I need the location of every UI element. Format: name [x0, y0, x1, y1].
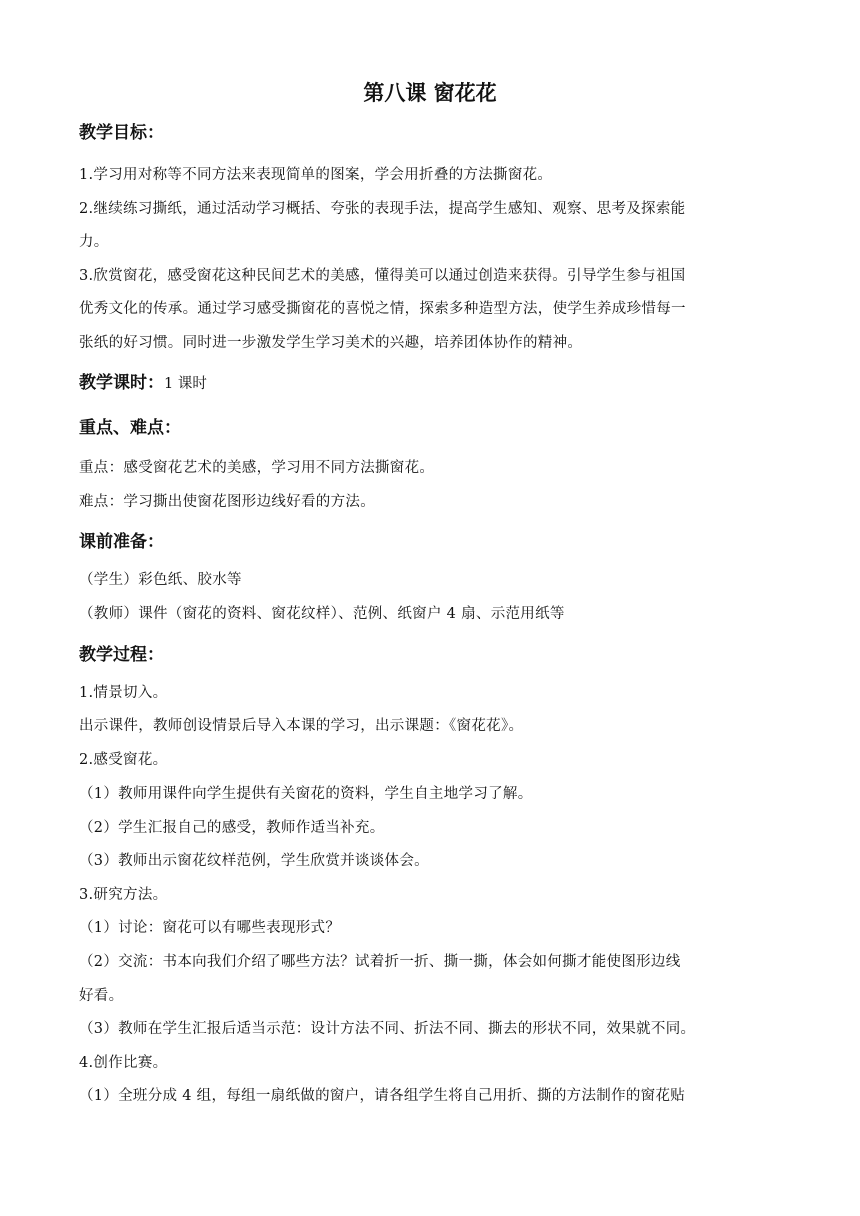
- process-line: （1）教师用课件向学生提供有关窗花的资料，学生自主地学习了解。: [79, 786, 533, 802]
- preparation-line: （学生）彩色纸、胶水等: [79, 572, 242, 588]
- process-line: （1）全班分成 4 组，每组一扇纸做的窗户，请各组学生将自己用折、撕的方法制作的窗花贴: [79, 1088, 686, 1104]
- objectives-line: 2.继续练习撕纸，通过活动学习概括、夸张的表现手法，提高学生感知、观察、思考及探索能: [79, 201, 686, 217]
- page-title: 第八课 窗花花: [363, 81, 497, 105]
- objectives-line: 张纸的好习惯。同时进一步激发学生学习美术的兴趣，培养团体协作的精神。: [79, 335, 583, 351]
- process-line: （3）教师在学生汇报后适当示范：设计方法不同、折法不同、撕去的形状不同，效果就不同。: [79, 1021, 696, 1037]
- process-line: 2.感受窗花。: [79, 752, 168, 768]
- objectives-line: 3.欣赏窗花，感受窗花这种民间艺术的美感，懂得美可以通过创造来获得。引导学生参与祖国: [79, 268, 686, 284]
- process-line: 好看。: [79, 988, 124, 1004]
- hours-heading-label: 教学课时：: [79, 373, 164, 393]
- hours-heading: [79, 371, 207, 396]
- preparation-heading: 课前准备：: [79, 532, 164, 552]
- objectives-line: 优秀文化的传承。通过学习感受撕窗花的喜悦之情，探索多种造型方法，使学生养成珍惜每一: [79, 301, 686, 317]
- process-line: 1.情景切入。: [79, 685, 168, 701]
- key-points-heading: 重点、难点：: [79, 418, 181, 438]
- key-point-line: 重点：感受窗花艺术的美感，学习用不同方法撕窗花。: [79, 460, 435, 476]
- process-line: 4.创作比赛。: [79, 1055, 168, 1071]
- process-heading: 教学过程：: [79, 645, 164, 665]
- objectives-line: 力。: [79, 234, 109, 250]
- process-line: 3.研究方法。: [79, 887, 168, 903]
- hours-value: 1 课时: [164, 376, 207, 392]
- process-line: （1）讨论：窗花可以有哪些表现形式？: [79, 920, 341, 936]
- process-line: （3）教师出示窗花纹样范例，学生欣赏并谈谈体会。: [79, 853, 429, 869]
- process-line: （2）交流：书本向我们介绍了哪些方法？试着折一折、撕一撕，体会如何撕才能使图形边线: [79, 954, 681, 970]
- key-point-line: 难点：学习撕出使窗花图形边线好看的方法。: [79, 494, 375, 510]
- process-line: （2）学生汇报自己的感受，教师作适当补充。: [79, 820, 385, 836]
- process-line: 出示课件，教师创设情景后导入本课的学习，出示课题：《窗花花》。: [79, 718, 524, 734]
- objectives-line: 1.学习用对称等不同方法来表现简单的图案，学会用折叠的方法撕窗花。: [79, 167, 553, 183]
- objectives-heading: 教学目标：: [79, 123, 164, 143]
- preparation-line: （教师）课件（窗花的资料、窗花纹样）、范例、纸窗户 4 扇、示范用纸等: [79, 606, 565, 622]
